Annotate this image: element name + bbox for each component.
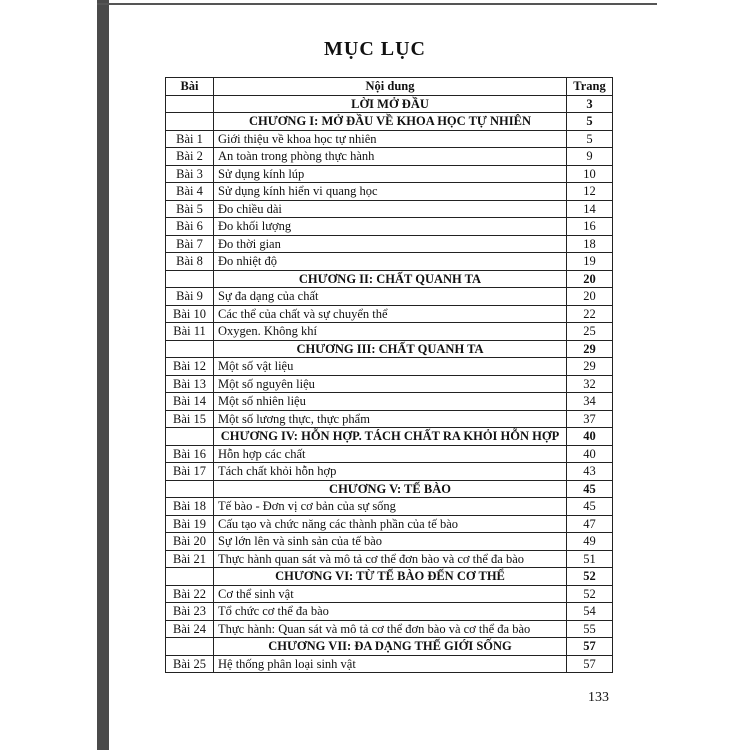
page-cell: 52 bbox=[567, 568, 613, 586]
lesson-number-cell: Bài 1 bbox=[166, 130, 214, 148]
page-cell: 12 bbox=[567, 183, 613, 201]
lesson-number-cell: Bài 21 bbox=[166, 550, 214, 568]
lesson-row bbox=[166, 498, 613, 516]
header-page: Trang bbox=[567, 78, 613, 96]
lesson-number-cell bbox=[166, 428, 214, 446]
lesson-row bbox=[166, 218, 613, 236]
content-cell: Một số lương thực, thực phẩm bbox=[214, 410, 567, 428]
page-cell: 29 bbox=[567, 358, 613, 376]
content-cell: CHƯƠNG I: MỞ ĐẦU VỀ KHOA HỌC TỰ NHIÊN bbox=[214, 113, 567, 131]
content-cell: Một số nguyên liệu bbox=[214, 375, 567, 393]
page-cell: 5 bbox=[567, 130, 613, 148]
chapter-row bbox=[166, 95, 613, 113]
content-cell: CHƯƠNG VII: ĐA DẠNG THẾ GIỚI SỐNG bbox=[214, 638, 567, 656]
lesson-number-cell: Bài 4 bbox=[166, 183, 214, 201]
content-cell: Thực hành quan sát và mô tả cơ thể đơn bào và cơ thể đa bào bbox=[214, 550, 567, 568]
content-cell: Đo thời gian bbox=[214, 235, 567, 253]
lesson-row bbox=[166, 655, 613, 673]
content-cell: CHƯƠNG IV: HỖN HỢP. TÁCH CHẤT RA KHỎI HỖN HỢP bbox=[214, 428, 567, 446]
page-cell: 55 bbox=[567, 620, 613, 638]
lesson-number-cell: Bài 23 bbox=[166, 603, 214, 621]
content-cell: Sự lớn lên và sinh sản của tế bào bbox=[214, 533, 567, 551]
lesson-number-cell: Bài 9 bbox=[166, 288, 214, 306]
lesson-row bbox=[166, 305, 613, 323]
page-cell: 32 bbox=[567, 375, 613, 393]
lesson-number-cell: Bài 3 bbox=[166, 165, 214, 183]
lesson-row bbox=[166, 620, 613, 638]
lesson-number-cell: Bài 18 bbox=[166, 498, 214, 516]
content-cell: Giới thiệu về khoa học tự nhiên bbox=[214, 130, 567, 148]
lesson-number-cell: Bài 16 bbox=[166, 445, 214, 463]
lesson-row bbox=[166, 533, 613, 551]
page-cell: 22 bbox=[567, 305, 613, 323]
page-cell: 19 bbox=[567, 253, 613, 271]
page-cell: 43 bbox=[567, 463, 613, 481]
lesson-row bbox=[166, 288, 613, 306]
page-cell: 51 bbox=[567, 550, 613, 568]
content-cell: Oxygen. Không khí bbox=[214, 323, 567, 341]
content-cell: CHƯƠNG II: CHẤT QUANH TA bbox=[214, 270, 567, 288]
page-cell: 40 bbox=[567, 428, 613, 446]
lesson-row bbox=[166, 410, 613, 428]
lesson-number-cell: Bài 13 bbox=[166, 375, 214, 393]
lesson-number-cell bbox=[166, 568, 214, 586]
page-cell: 45 bbox=[567, 498, 613, 516]
page-cell: 20 bbox=[567, 288, 613, 306]
lesson-number-cell: Bài 25 bbox=[166, 655, 214, 673]
content-cell: Sử dụng kính hiển vi quang học bbox=[214, 183, 567, 201]
content-cell: Tách chất khỏi hỗn hợp bbox=[214, 463, 567, 481]
lesson-number-cell: Bài 22 bbox=[166, 585, 214, 603]
lesson-row bbox=[166, 200, 613, 218]
page-cell: 14 bbox=[567, 200, 613, 218]
page-cell: 16 bbox=[567, 218, 613, 236]
page-cell: 57 bbox=[567, 638, 613, 656]
chapter-row bbox=[166, 480, 613, 498]
page-cell: 10 bbox=[567, 165, 613, 183]
page-cell: 57 bbox=[567, 655, 613, 673]
lesson-row bbox=[166, 393, 613, 411]
page-cell: 34 bbox=[567, 393, 613, 411]
lesson-row bbox=[166, 130, 613, 148]
page-cell: 25 bbox=[567, 323, 613, 341]
table-of-contents bbox=[165, 77, 613, 673]
lesson-row bbox=[166, 358, 613, 376]
content-cell: Thực hành: Quan sát và mô tả cơ thể đơn bào và cơ thể đa bào bbox=[214, 620, 567, 638]
header-content: Nội dung bbox=[214, 78, 567, 96]
page-cell: 52 bbox=[567, 585, 613, 603]
content-cell: Đo nhiệt độ bbox=[214, 253, 567, 271]
lesson-row bbox=[166, 183, 613, 201]
lesson-number-cell: Bài 20 bbox=[166, 533, 214, 551]
lesson-number-cell bbox=[166, 638, 214, 656]
lesson-row bbox=[166, 148, 613, 166]
lesson-number-cell: Bài 5 bbox=[166, 200, 214, 218]
lesson-row bbox=[166, 585, 613, 603]
lesson-row bbox=[166, 463, 613, 481]
lesson-number-cell bbox=[166, 95, 214, 113]
content-cell: CHƯƠNG III: CHẤT QUANH TA bbox=[214, 340, 567, 358]
header-lesson: Bài bbox=[166, 78, 214, 96]
content-cell: Tổ chức cơ thể đa bào bbox=[214, 603, 567, 621]
lesson-number-cell: Bài 17 bbox=[166, 463, 214, 481]
lesson-number-cell: Bài 11 bbox=[166, 323, 214, 341]
chapter-row bbox=[166, 113, 613, 131]
chapter-row bbox=[166, 568, 613, 586]
lesson-number-cell bbox=[166, 340, 214, 358]
content-cell: Hệ thống phân loại sinh vật bbox=[214, 655, 567, 673]
content-cell: Đo chiều dài bbox=[214, 200, 567, 218]
lesson-number-cell bbox=[166, 113, 214, 131]
page-cell: 47 bbox=[567, 515, 613, 533]
content-cell: Đo khối lượng bbox=[214, 218, 567, 236]
lesson-number-cell: Bài 24 bbox=[166, 620, 214, 638]
page-cell: 18 bbox=[567, 235, 613, 253]
page-cell: 29 bbox=[567, 340, 613, 358]
content-cell: Sử dụng kính lúp bbox=[214, 165, 567, 183]
lesson-number-cell: Bài 7 bbox=[166, 235, 214, 253]
lesson-row bbox=[166, 550, 613, 568]
page-cell: 54 bbox=[567, 603, 613, 621]
content-cell: Cơ thể sinh vật bbox=[214, 585, 567, 603]
lesson-row bbox=[166, 323, 613, 341]
lesson-number-cell: Bài 2 bbox=[166, 148, 214, 166]
lesson-number-cell: Bài 14 bbox=[166, 393, 214, 411]
page-title: MỤC LỤC bbox=[324, 38, 426, 60]
lesson-number-cell: Bài 15 bbox=[166, 410, 214, 428]
page-cell: 5 bbox=[567, 113, 613, 131]
table-body bbox=[166, 95, 613, 673]
content-cell: CHƯƠNG VI: TỪ TẾ BÀO ĐẾN CƠ THỂ bbox=[214, 568, 567, 586]
lesson-row bbox=[166, 375, 613, 393]
chapter-row bbox=[166, 638, 613, 656]
page-edge-shadow bbox=[97, 0, 109, 750]
table-header-row bbox=[166, 78, 613, 96]
lesson-row bbox=[166, 165, 613, 183]
page-cell: 3 bbox=[567, 95, 613, 113]
lesson-row bbox=[166, 253, 613, 271]
chapter-row bbox=[166, 428, 613, 446]
chapter-row bbox=[166, 270, 613, 288]
content-cell: Hỗn hợp các chất bbox=[214, 445, 567, 463]
content-cell: Một số vật liệu bbox=[214, 358, 567, 376]
content-cell: Các thể của chất và sự chuyển thể bbox=[214, 305, 567, 323]
page-cell: 20 bbox=[567, 270, 613, 288]
page-cell: 9 bbox=[567, 148, 613, 166]
lesson-number-cell bbox=[166, 480, 214, 498]
content-cell: Tế bào - Đơn vị cơ bản của sự sống bbox=[214, 498, 567, 516]
lesson-number-cell: Bài 6 bbox=[166, 218, 214, 236]
content-cell: Cấu tạo và chức năng các thành phần của tế bào bbox=[214, 515, 567, 533]
page-cell: 40 bbox=[567, 445, 613, 463]
page-cell: 37 bbox=[567, 410, 613, 428]
content-cell: CHƯƠNG V: TẾ BÀO bbox=[214, 480, 567, 498]
page-number: 133 bbox=[588, 690, 609, 705]
content-cell: An toàn trong phòng thực hành bbox=[214, 148, 567, 166]
chapter-row bbox=[166, 340, 613, 358]
lesson-number-cell: Bài 19 bbox=[166, 515, 214, 533]
page-cell: 45 bbox=[567, 480, 613, 498]
content-cell: LỜI MỞ ĐẦU bbox=[214, 95, 567, 113]
content-cell: Sự đa dạng của chất bbox=[214, 288, 567, 306]
lesson-row bbox=[166, 235, 613, 253]
lesson-number-cell bbox=[166, 270, 214, 288]
lesson-number-cell: Bài 10 bbox=[166, 305, 214, 323]
page-cell: 49 bbox=[567, 533, 613, 551]
lesson-row bbox=[166, 603, 613, 621]
content-cell: Một số nhiên liệu bbox=[214, 393, 567, 411]
lesson-number-cell: Bài 8 bbox=[166, 253, 214, 271]
lesson-row bbox=[166, 515, 613, 533]
lesson-number-cell: Bài 12 bbox=[166, 358, 214, 376]
lesson-row bbox=[166, 445, 613, 463]
